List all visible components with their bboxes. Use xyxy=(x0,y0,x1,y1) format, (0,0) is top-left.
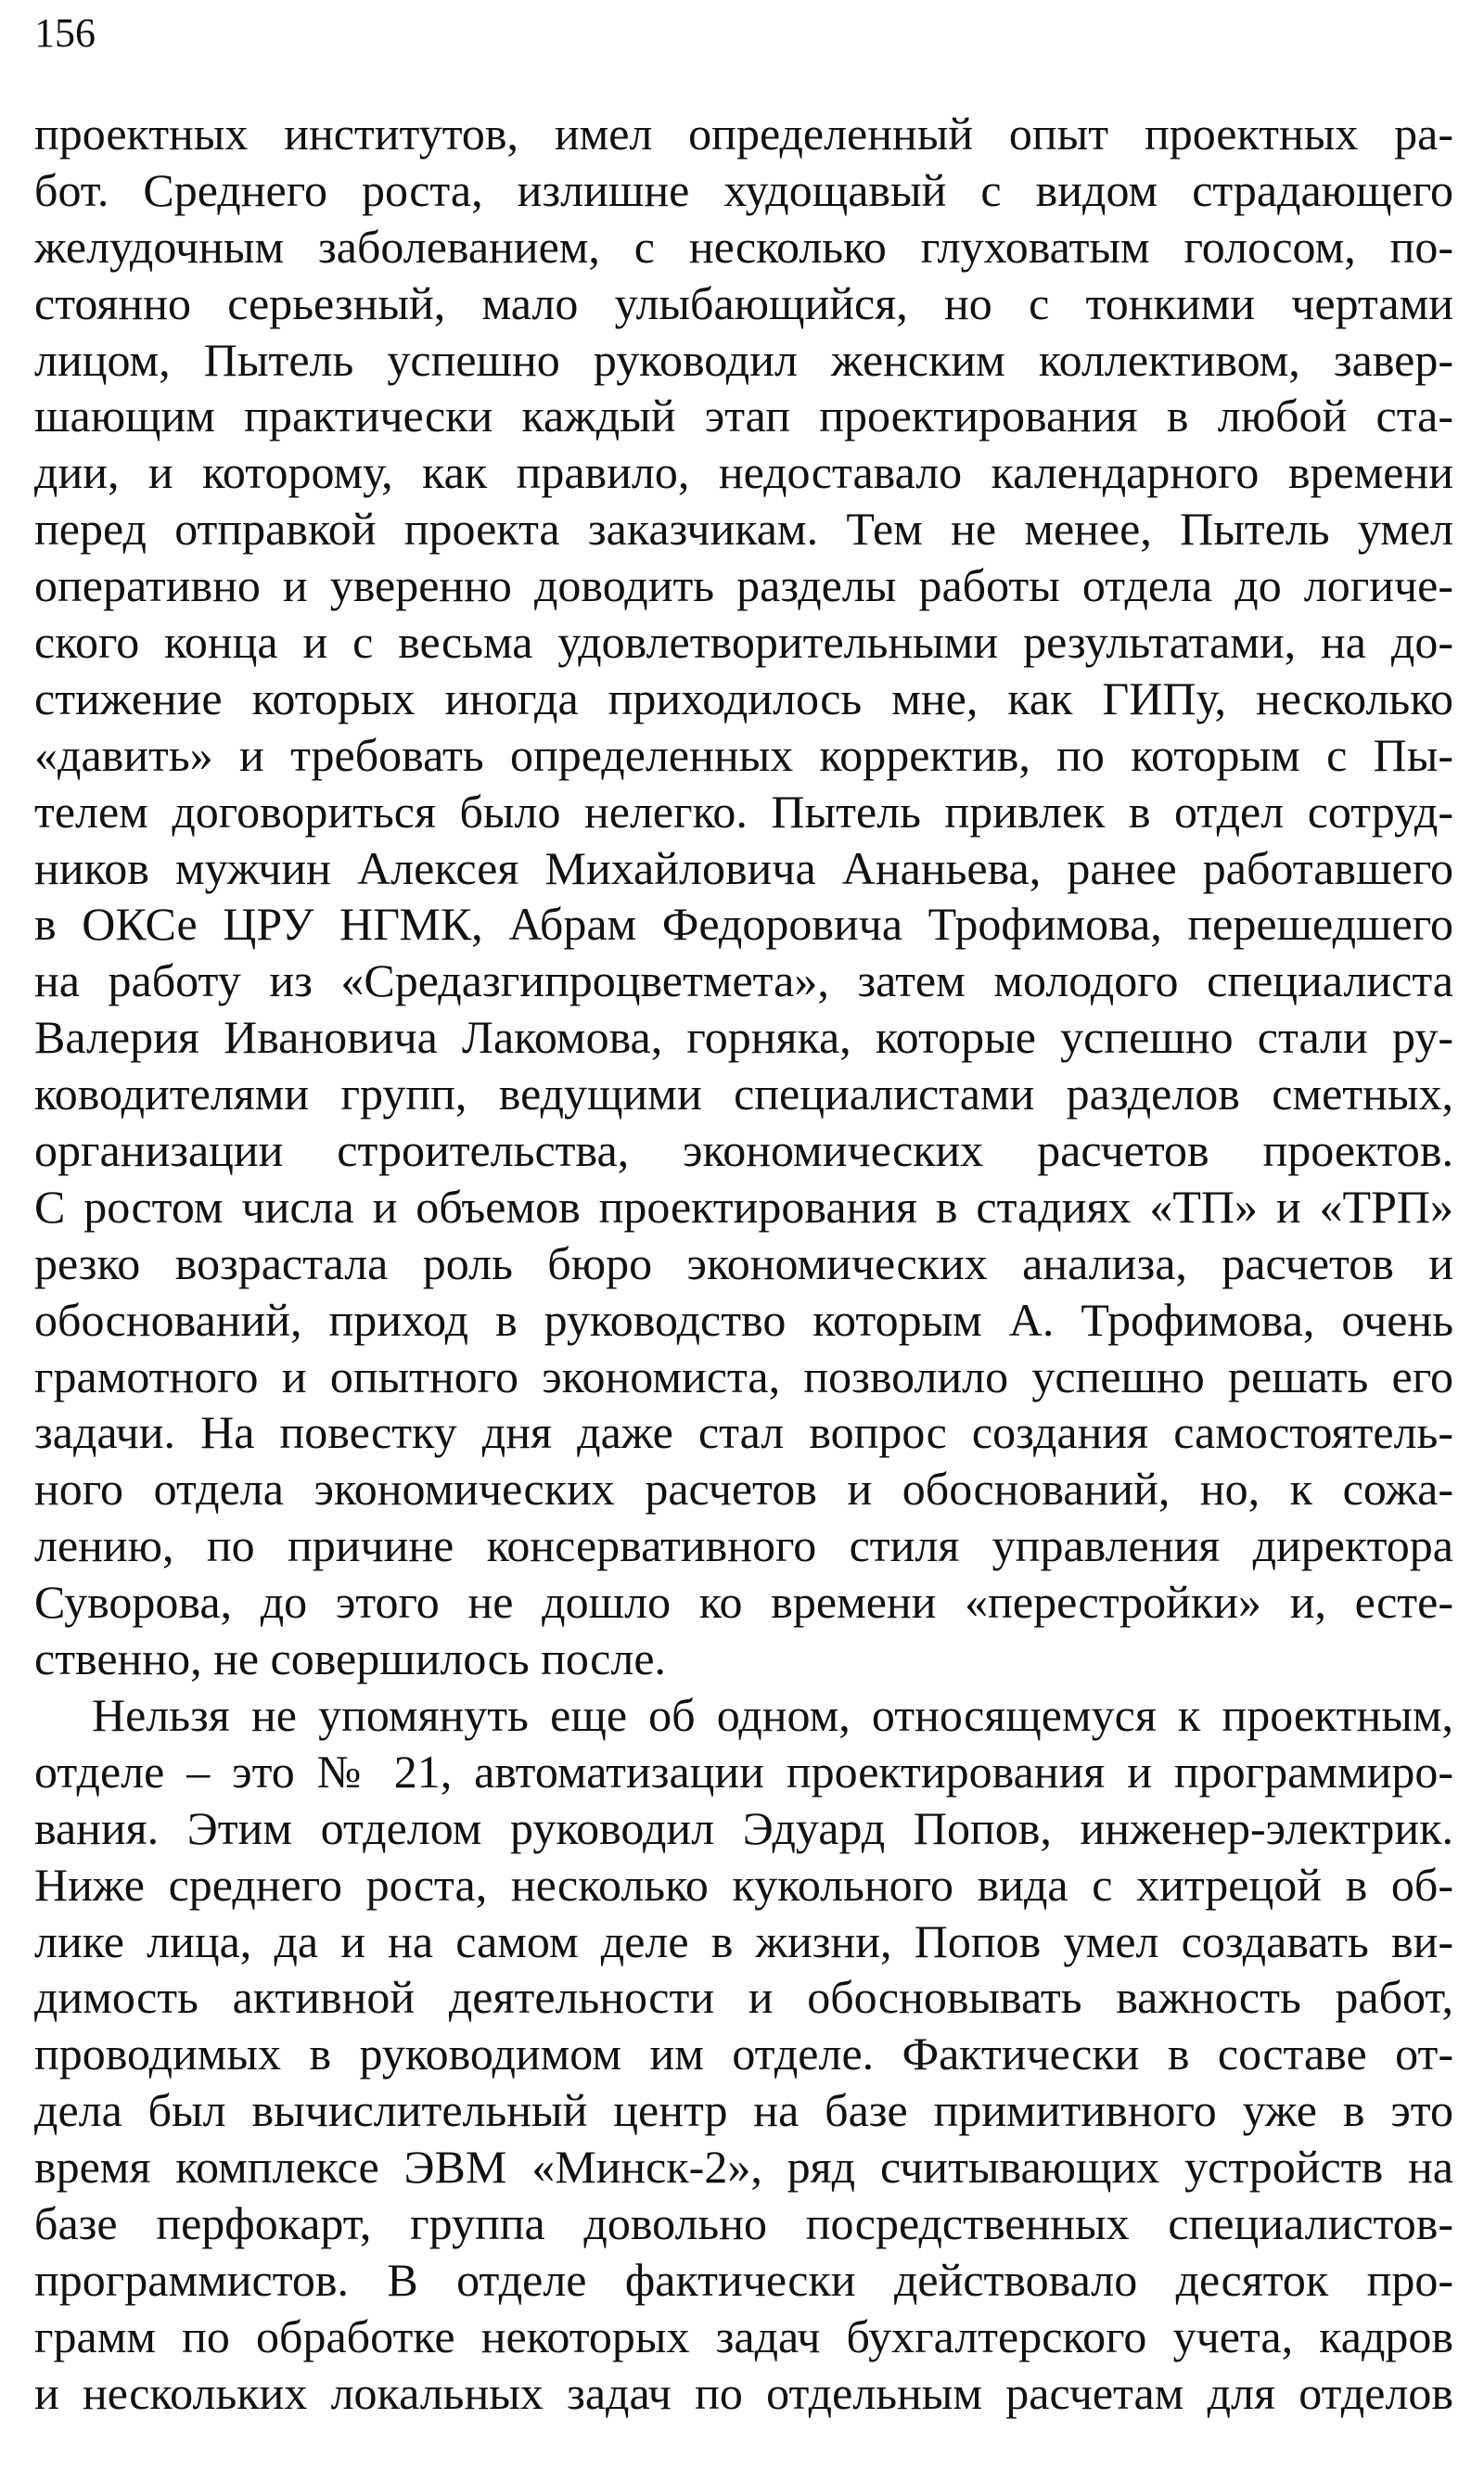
text-line: ственно, не совершилось после. xyxy=(34,1632,667,1685)
text-line: в ОКСе ЦРУ НГМК, Абрам Федоровича Трофимова, перешедшего xyxy=(34,898,1453,951)
text-line: резко возрастала роль бюро экономических анализа, расчетов и xyxy=(34,1236,1453,1289)
text-line: на работу из «Средазгипроцветмета», затем молодого специалиста xyxy=(34,954,1453,1007)
page-number: 156 xyxy=(34,10,96,56)
text-line: желудочным заболеванием, с несколько глуховатым голосом, по- xyxy=(34,220,1453,273)
text-line: лицом, Пытель успешно руководил женским коллективом, завер- xyxy=(34,333,1453,386)
text-line: вания. Этим отделом руководил Эдуард Попов, инженер-электрик. xyxy=(34,1801,1453,1854)
text-line: обоснований, приход в руководство которым А. Трофимова, очень xyxy=(34,1293,1453,1346)
text-line: задачи. На повестку дня даже стал вопрос создания самостоятель- xyxy=(34,1406,1453,1459)
text-line: ского конца и с весьма удовлетворительными результатами, на до- xyxy=(34,616,1453,669)
text-line: программистов. В отделе фактически действовало десяток про- xyxy=(34,2253,1453,2306)
text-line: стижение которых иногда приходилось мне, как ГИПу, несколько xyxy=(34,672,1453,724)
text-line: стоянно серьезный, мало улыбающийся, но с тонкими чертами xyxy=(34,276,1453,329)
text-line: базе перфокарт, группа довольно посредственных специалистов- xyxy=(34,2196,1453,2249)
text-line: ников мужчин Алексея Михайловича Ананьева, ранее работавшего xyxy=(34,841,1453,894)
text-line: ководителями групп, ведущими специалистами разделов сметных, xyxy=(34,1068,1453,1120)
text-line: дии, и которому, как правило, недоставало календарного времени xyxy=(34,446,1453,499)
text-line: лению, по причине консервативного стиля управления директора xyxy=(34,1519,1453,1572)
text-line: Нельзя не упомянуть еще об одном, относящемуся к проектным, xyxy=(92,1688,1453,1741)
text-line: дела был вычислительный центр на базе примитивного уже в это xyxy=(34,2084,1453,2137)
text-line: Ниже среднего роста, несколько кукольного вида с хитрецой в об- xyxy=(34,1858,1453,1911)
text-line: телем договориться было нелегко. Пытель привлек в отдел сотруд- xyxy=(34,785,1453,838)
text-line: проектных институтов, имел определенный опыт проектных ра- xyxy=(34,108,1453,160)
text-line: перед отправкой проекта заказчикам. Тем не менее, Пытель умел xyxy=(34,503,1453,556)
text-line: грамм по обработке некоторых задач бухгалтерского учета, кадров xyxy=(34,2310,1453,2362)
text-line: грамотного и опытного экономиста, позволило успешно решать его xyxy=(34,1350,1453,1402)
text-line: проводимых в руководимом им отделе. Фактически в составе от- xyxy=(34,2028,1453,2080)
text-line: лике лица, да и на самом деле в жизни, Попов умел создавать ви- xyxy=(34,1914,1453,1967)
text-line: организации строительства, экономических расчетов проектов. xyxy=(34,1124,1453,1177)
text-line: шающим практически каждый этап проектирования в любой ста- xyxy=(34,390,1453,442)
text-line: время комплексе ЭВМ «Минск-2», ряд считывающих устройств на xyxy=(34,2141,1453,2194)
text-line: оперативно и уверенно доводить разделы работы отдела до логиче- xyxy=(34,559,1453,612)
paragraph-2 xyxy=(34,1687,1453,2422)
text-line: димость активной деятельности и обосновывать важность работ, xyxy=(34,1971,1453,2024)
text-line: Суворова, до этого не дошло ко времени «перестройки» и, есте- xyxy=(34,1576,1453,1629)
text-line: и нескольких локальных задач по отдельным расчетам для отделов xyxy=(34,2366,1453,2419)
text-line: С ростом числа и объемов проектирования в стадиях «ТП» и «ТРП» xyxy=(34,1180,1453,1233)
text-line: Валерия Ивановича Лакомова, горняка, которые успешно стали ру- xyxy=(34,1011,1453,1064)
text-line: «давить» и требовать определенных корректив, по которым с Пы- xyxy=(34,728,1453,781)
text-line: ного отдела экономических расчетов и обоснований, но, к сожа- xyxy=(34,1463,1453,1516)
text-line: отделе – это № 21, автоматизации проектирования и программиро- xyxy=(34,1745,1453,1798)
text-line: бот. Среднего роста, излишне худощавый с видом страдающего xyxy=(34,163,1453,216)
paragraph-1 xyxy=(34,106,1453,1687)
body-text xyxy=(34,106,1453,2422)
